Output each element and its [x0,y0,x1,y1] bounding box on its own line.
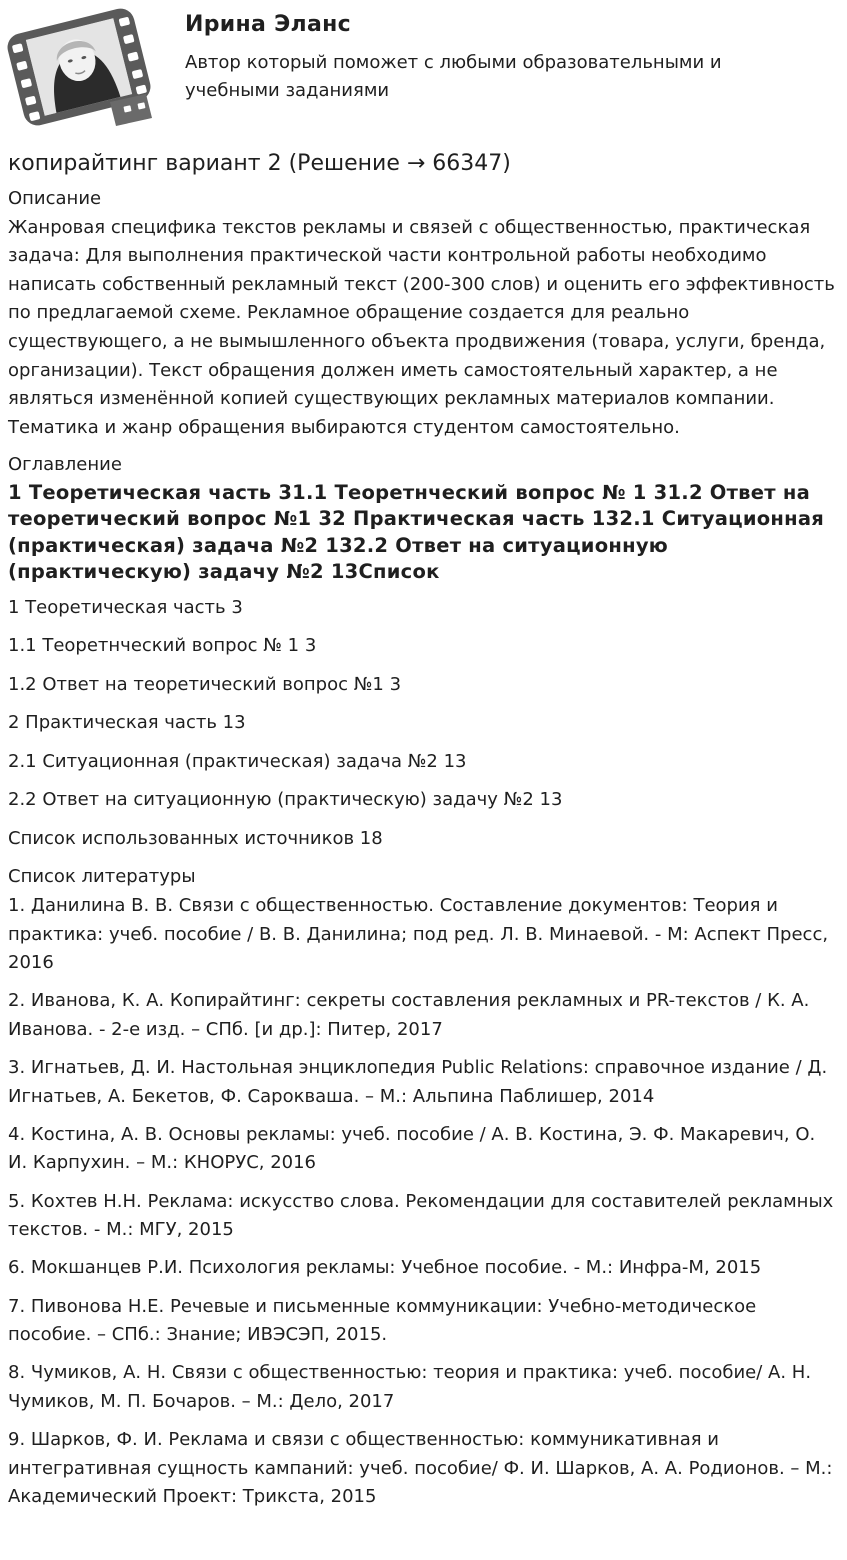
author-avatar [6,6,152,128]
toc-item: 1.2 Ответ на теоретический вопрос №1 3 [8,673,402,695]
toc-item: 2 Практическая часть 13 [8,712,246,734]
description-text: Жанровая специфика текстов рекламы и связей с общественностью, практическая задача: Для выполнения практической части контрольной работы необходимо написать собственный рекламный текст (200-300 слов) и оценить его эффективность по предлагаемой схеме. Рекламное обращение создается для реально существующего, а не вымышленного объекта продвижения (товара, услуги, бренда, организации). Текст обращения должен иметь самостоятельный характер, а не являться изменённой копией существующих рекламных материалов компании. Тематика и жанр обращения выбираются студентом самостоятельно. [8,216,835,438]
literature-item: 7. Пивонова Н.Е. Речевые и письменные коммуникации: Учебно-методическое пособие. – СПб.: Знание; ИВЭСЭП, 2015. [8,1295,757,1346]
toc-item: Список использованных источников 18 [8,827,383,849]
author-header [0,0,847,140]
literature-item: 2. Иванова, К. А. Копирайтинг: секреты составления рекламных и PR-текстов / К. А. Иванова. - 2-е изд. – СПб. [и др.]: Питер, 2017 [8,990,810,1040]
toc-item: 1 Теоретическая часть 3 [8,596,243,618]
literature-heading: Список литературы [8,866,196,888]
author-name: Ирина Эланс [185,12,351,37]
document-body [8,148,840,1522]
literature-item: 9. Шарков, Ф. И. Реклама и связи с общественностью: коммуникативная и интегративная сущность кампаний: учеб. пособие/ Ф. И. Шарков, А. А. Родионов. – М.: Академический Проект: Трикста, 2015 [8,1429,833,1508]
literature-item: 4. Костина, А. В. Основы рекламы: учеб. пособие / А. В. Костина, Э. Ф. Макаревич, О. И. Карпухин. – М.: КНОРУС, 2016 [8,1123,816,1174]
page-title: копирайтинг вариант 2 (Решение → 66347) [8,151,511,176]
literature-item: 5. Кохтев Н.Н. Реклама: искусство слова. Рекомендации для составителей рекламных текстов. - М.: МГУ, 2015 [8,1190,834,1241]
literature-item: 3. Игнатьев, Д. И. Настольная энциклопедия Public Relations: справочное издание / Д. Игнатьев, А. Бекетов, Ф. Сарокваша. – М.: Альпина Паблишер, 2014 [8,1057,828,1107]
description-heading: Описание [8,188,102,209]
toc-item: 2.2 Ответ на ситуационную (практическую) задачу №2 13 [8,789,563,811]
toc-heading: Оглавление [8,454,122,476]
literature-item: 6. Мокшанцев Р.И. Психология рекламы: Учебное пособие. - М.: Инфра-М, 2015 [8,1257,762,1279]
literature-item: 1. Данилина В. В. Связи с общественностью. Составление документов: Теория и практика: учеб. пособие / В. В. Данилина; под ред. Л. В. Минаевой. - М: Аспект Пресс, 2016 [8,894,829,974]
toc-item: 1.1 Теоретнческий вопрос № 1 3 [8,635,317,657]
toc-summary: 1 Теоретическая часть 31.1 Теоретнческий вопрос № 1 31.2 Ответ на теоретический вопрос №1 32 Практическая часть 132.1 Ситуационная (практическая) задача №2 132.2 Ответ на ситуационную (практическую) задачу №2 13Список [8,480,825,584]
author-description: Автор который поможет с любыми образовательными и учебными заданиями [185,52,722,102]
literature-item: 8. Чумиков, А. Н. Связи с общественностью: теория и практика: учеб. пособие/ А. Н. Чумиков, М. П. Бочаров. – М.: Дело, 2017 [8,1362,812,1412]
toc-item: 2.1 Ситуационная (практическая) задача №2 13 [8,750,467,772]
